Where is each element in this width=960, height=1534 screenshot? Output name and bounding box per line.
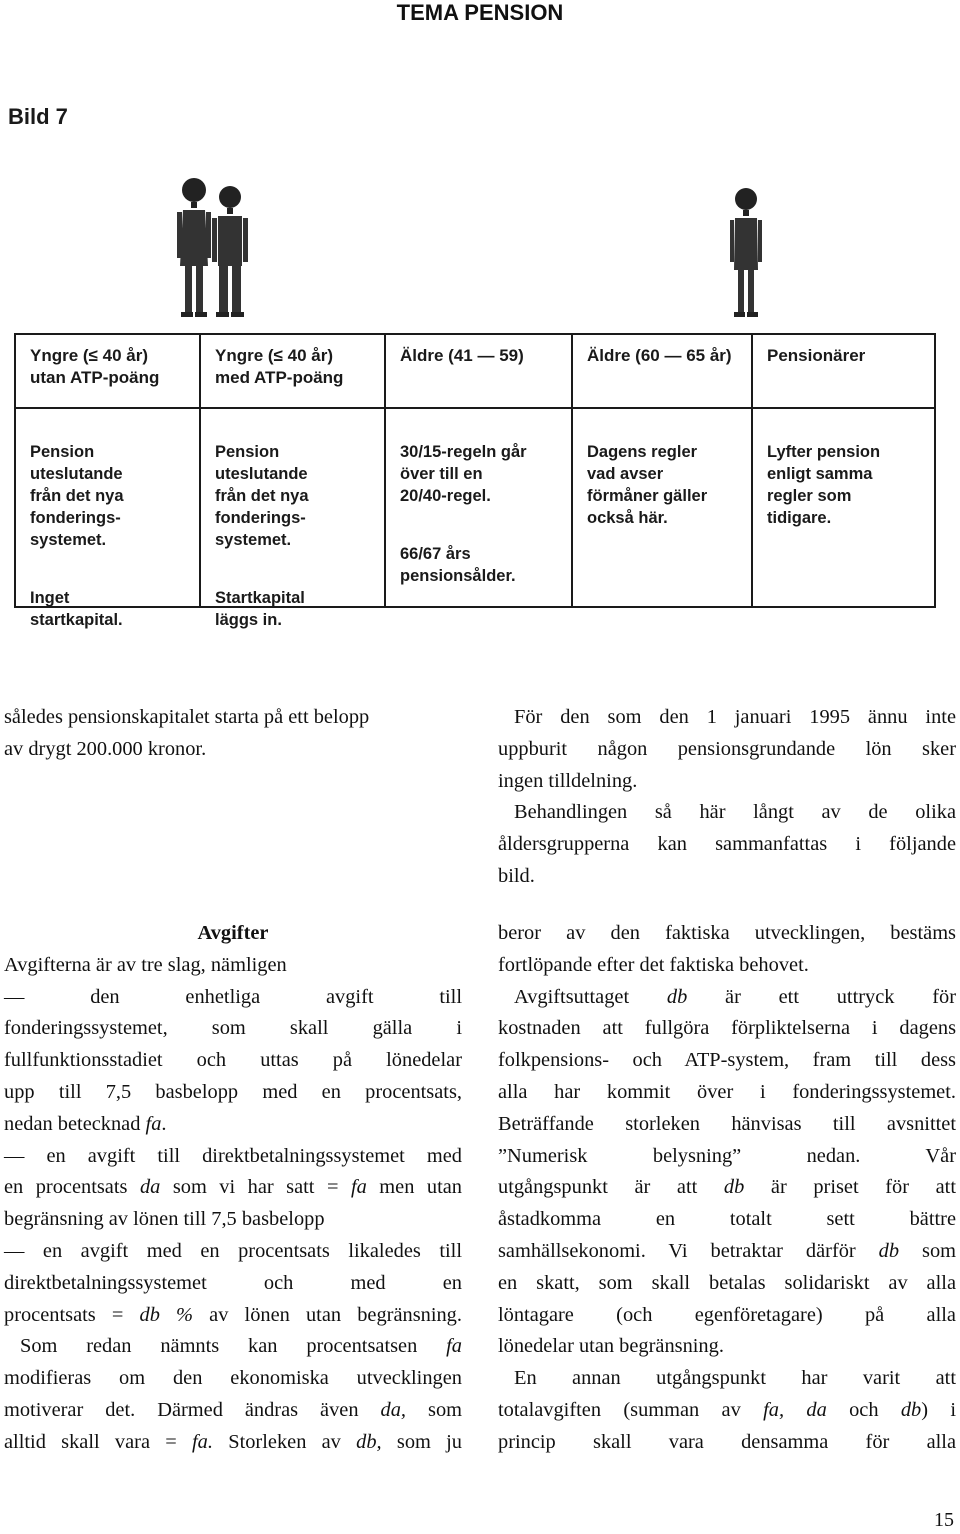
table-cell-text: Pension uteslutande från det nya fonderings- systemet. xyxy=(215,443,309,549)
text-run: db, xyxy=(356,1430,382,1453)
text-run: samhällsekonomi. Vi betraktar därför xyxy=(498,1239,879,1262)
text-line: fullfunktionsstadiet och uttas på lönedelar xyxy=(4,1049,462,1072)
text-line: åldersgrupperna kan sammanfattas i följande xyxy=(498,833,956,856)
text-line xyxy=(4,1395,462,1427)
text-run: som vi har satt = xyxy=(160,1176,351,1199)
section-heading: Avgifter xyxy=(197,922,269,944)
running-header: TEMA PENSION xyxy=(396,0,564,25)
text-line: kostnaden att fullgöra förpliktelserna i dagens xyxy=(498,1017,956,1040)
text-run: alltid skall vara = xyxy=(4,1430,193,1453)
table-column-young-no-atp xyxy=(16,335,199,629)
text-run: procentsats = xyxy=(4,1303,140,1326)
text-run: och xyxy=(826,1398,901,1421)
text-run: men utan xyxy=(366,1176,463,1199)
table-column-older-60-65 xyxy=(573,335,751,606)
text-run: fa xyxy=(145,1112,162,1135)
text-line: modifieras om den ekonomiska utvecklingen xyxy=(4,1367,462,1390)
text-line xyxy=(498,982,956,1014)
table-cell-text: 30/15-regeln går över till en 20/40-regel. xyxy=(400,443,527,505)
table-column-body xyxy=(386,419,571,587)
text-run: fa xyxy=(446,1335,462,1358)
text-line: beror av den faktiska utvecklingen, bestäms xyxy=(498,922,956,944)
text-line: — en avgift med en procentsats likaledes till xyxy=(4,1239,462,1262)
table-column-body xyxy=(573,419,751,529)
text-run: Storleken av xyxy=(212,1430,357,1453)
text-run: db xyxy=(878,1239,900,1262)
text-run: da xyxy=(139,1176,161,1199)
table-cell-text: Lyfter pension enligt samma regler som tidigare. xyxy=(767,443,881,527)
text-run: en procentsats xyxy=(4,1176,140,1199)
text-run: utgångspunkt är att xyxy=(498,1176,724,1199)
text-line xyxy=(498,1395,956,1427)
age-group-table xyxy=(14,333,936,629)
left-column-top-text xyxy=(4,702,462,766)
text-line xyxy=(4,1172,462,1204)
text-run: som xyxy=(406,1398,462,1421)
table-column-heading: Yngre (≤ 40 år) med ATP-poäng xyxy=(215,346,344,387)
text-line: folkpensions- och ATP-system, fram till dess xyxy=(498,1049,956,1072)
text-line xyxy=(498,1236,956,1268)
text-line: bild. xyxy=(498,864,535,887)
right-column-bottom-text xyxy=(498,918,956,1459)
table-cell-text: 66/67 års pensionsålder. xyxy=(400,545,516,585)
table-column-body xyxy=(16,419,199,631)
text-run: da, xyxy=(380,1398,407,1421)
text-run: db xyxy=(900,1398,922,1421)
text-line: direktbetalningssystemet och med en xyxy=(4,1271,462,1294)
page-number: 15 xyxy=(934,1509,954,1531)
text-line: Avgifterna är av tre slag, nämligen xyxy=(4,953,287,976)
table-column-heading: Äldre (60 — 65 år) xyxy=(587,346,732,365)
text-run: db xyxy=(666,985,688,1008)
table-column-body xyxy=(201,419,384,631)
text-run: ) i xyxy=(921,1398,956,1421)
text-line: av drygt 200.000 kronor. xyxy=(4,737,207,760)
text-line xyxy=(498,1172,956,1204)
text-line: uppburit någon pensionsgrundande lön sker xyxy=(498,737,956,760)
text-line: nedan betecknad fa. xyxy=(4,1112,167,1135)
text-run: fa. xyxy=(192,1430,213,1453)
text-line: ingen tilldelning. xyxy=(498,769,638,792)
text-run: db xyxy=(723,1176,745,1199)
text-line xyxy=(4,1331,462,1363)
table-column-older-41-59 xyxy=(386,335,571,606)
table-cell-text: Inget startkapital. xyxy=(30,589,123,629)
figure-illustration xyxy=(0,160,960,320)
text-run: nedan betecknad xyxy=(4,1112,146,1135)
figure-label: Bild 7 xyxy=(8,104,68,129)
text-run: motiverar det. Därmed ändras även xyxy=(4,1398,381,1421)
text-line: ”Numerisk belysning” nedan. Vår xyxy=(498,1144,956,1167)
text-run: fa, da xyxy=(763,1398,827,1421)
text-run: som xyxy=(899,1239,957,1262)
text-line: löntagare (och egenföretagare) på alla xyxy=(498,1303,956,1326)
table-column-young-with-atp xyxy=(201,335,384,629)
table-column-pensioners xyxy=(753,335,934,606)
text-line xyxy=(4,1300,462,1332)
table-column-heading: Pensionärer xyxy=(767,346,866,365)
text-run: är ett uttryck för xyxy=(687,985,956,1008)
text-line: således pensionskapitalet starta på ett belopp xyxy=(4,706,370,728)
text-line: åstadkomma en totalt sett bättre xyxy=(498,1208,956,1231)
text-line: En annan utgångspunkt har varit att xyxy=(514,1367,956,1390)
text-line: fonderingssystemet, som skall gälla i xyxy=(4,1017,462,1040)
person-icon-female xyxy=(176,176,212,320)
text-line: alla har kommit över i fonderingssystemet. xyxy=(498,1080,956,1103)
text-run: db % xyxy=(139,1303,194,1326)
text-run: Som redan nämnts kan procentsatsen xyxy=(20,1335,447,1358)
text-run: är priset för att xyxy=(744,1176,956,1199)
right-column-top-text xyxy=(498,702,956,893)
table-column-heading: Äldre (41 — 59) xyxy=(400,346,524,365)
person-icon-male xyxy=(212,184,248,320)
text-run: som ju xyxy=(381,1430,462,1453)
text-run: Avgiftsuttaget xyxy=(514,985,667,1008)
text-line: princip skall vara densamma för alla xyxy=(498,1430,956,1453)
text-line: Beträffande storleken hänvisas till avsnittet xyxy=(498,1112,956,1135)
table-cell-text: Pension uteslutande från det nya fonderings- systemet. xyxy=(30,443,124,549)
table-cell-text: Dagens regler vad avser förmåner gäller också här. xyxy=(587,443,708,527)
table-cell-text: Startkapital läggs in. xyxy=(215,589,305,629)
table-column-body xyxy=(753,419,934,529)
left-column-bottom-text xyxy=(4,918,462,1459)
table-column-heading: Yngre (≤ 40 år) utan ATP-poäng xyxy=(30,346,160,387)
text-line: För den som den 1 januari 1995 ännu inte xyxy=(514,706,956,728)
text-line: fortlöpande efter det faktiska behovet. xyxy=(498,953,809,976)
text-line: — den enhetliga avgift till xyxy=(4,985,462,1008)
text-line: lönedelar utan begränsning. xyxy=(498,1335,724,1358)
text-line: — en avgift till direktbetalningssystemet med xyxy=(4,1144,462,1167)
text-line: Behandlingen så här långt av de olika xyxy=(514,801,956,824)
text-run: totalavgiften (summan av xyxy=(498,1398,764,1421)
person-icon-elderly xyxy=(730,186,762,320)
text-run: fa xyxy=(350,1176,367,1199)
text-line xyxy=(4,1427,462,1459)
text-line: en skatt, som skall betalas solidariskt av alla xyxy=(498,1271,956,1294)
text-run: av lönen utan begränsning. xyxy=(193,1303,462,1326)
text-line: begränsning av lönen till 7,5 basbelopp xyxy=(4,1208,325,1231)
text-line: upp till 7,5 basbelopp med en procentsats, xyxy=(4,1080,462,1103)
